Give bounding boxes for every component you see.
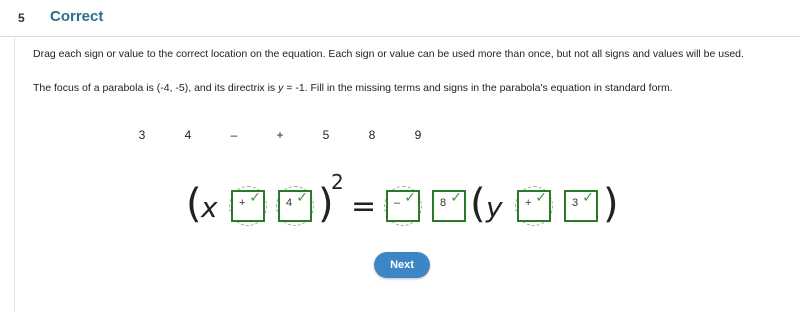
tile-5[interactable]: 5 <box>322 128 330 142</box>
answer-box-6-value: 3 <box>572 197 579 209</box>
question-number: 5 <box>18 11 25 25</box>
answer-box-6[interactable] <box>564 190 598 222</box>
tile-8[interactable]: 8 <box>368 128 376 142</box>
problem-text-part2: = -1. Fill in the missing terms and signs in the parabola's equation in standard form. <box>283 82 673 94</box>
tile-plus[interactable]: + <box>276 128 284 142</box>
check-icon: ✓ <box>582 190 594 206</box>
close-paren-2: ) <box>603 181 619 227</box>
answer-box-4-value: 8 <box>440 197 447 209</box>
tile-minus[interactable]: – <box>230 128 238 142</box>
answer-box-3[interactable] <box>386 190 420 222</box>
check-icon: ✓ <box>535 190 547 206</box>
check-icon: ✓ <box>296 190 308 206</box>
instructions-text: Drag each sign or value to the correct location on the equation. Each sign or value can be used more than once, but not all signs and values will be used. <box>33 48 744 60</box>
answer-box-2-value: 4 <box>286 197 293 209</box>
tile-9[interactable]: 9 <box>414 128 422 142</box>
equals-sign: = <box>351 189 377 224</box>
answer-box-5-value: + <box>525 197 532 209</box>
answer-box-1-value: + <box>239 197 246 209</box>
check-icon: ✓ <box>450 190 462 206</box>
answer-box-4[interactable] <box>432 190 466 222</box>
tile-4[interactable]: 4 <box>184 128 192 142</box>
exponent: 2 <box>331 170 344 194</box>
variable-x: x <box>201 191 218 224</box>
content-divider <box>14 36 15 312</box>
answer-box-5[interactable] <box>517 190 551 222</box>
answer-box-1[interactable] <box>231 190 265 222</box>
answer-box-2[interactable] <box>278 190 312 222</box>
result-status: Correct <box>50 8 104 25</box>
variable-y: y <box>486 191 503 224</box>
close-paren-1: ) <box>318 181 334 227</box>
problem-text <box>33 82 673 94</box>
answer-box-3-value: – <box>394 197 401 209</box>
open-paren-1: ( <box>186 181 202 227</box>
problem-text-part1: The focus of a parabola is (-4, -5), and its directrix is <box>33 82 279 94</box>
check-icon: ✓ <box>249 190 261 206</box>
tile-3[interactable]: 3 <box>138 128 146 142</box>
question-header <box>0 0 800 37</box>
next-button[interactable]: Next <box>374 252 430 278</box>
problem-variable: y <box>278 82 284 94</box>
check-icon: ✓ <box>404 190 416 206</box>
open-paren-2: ( <box>470 181 486 227</box>
